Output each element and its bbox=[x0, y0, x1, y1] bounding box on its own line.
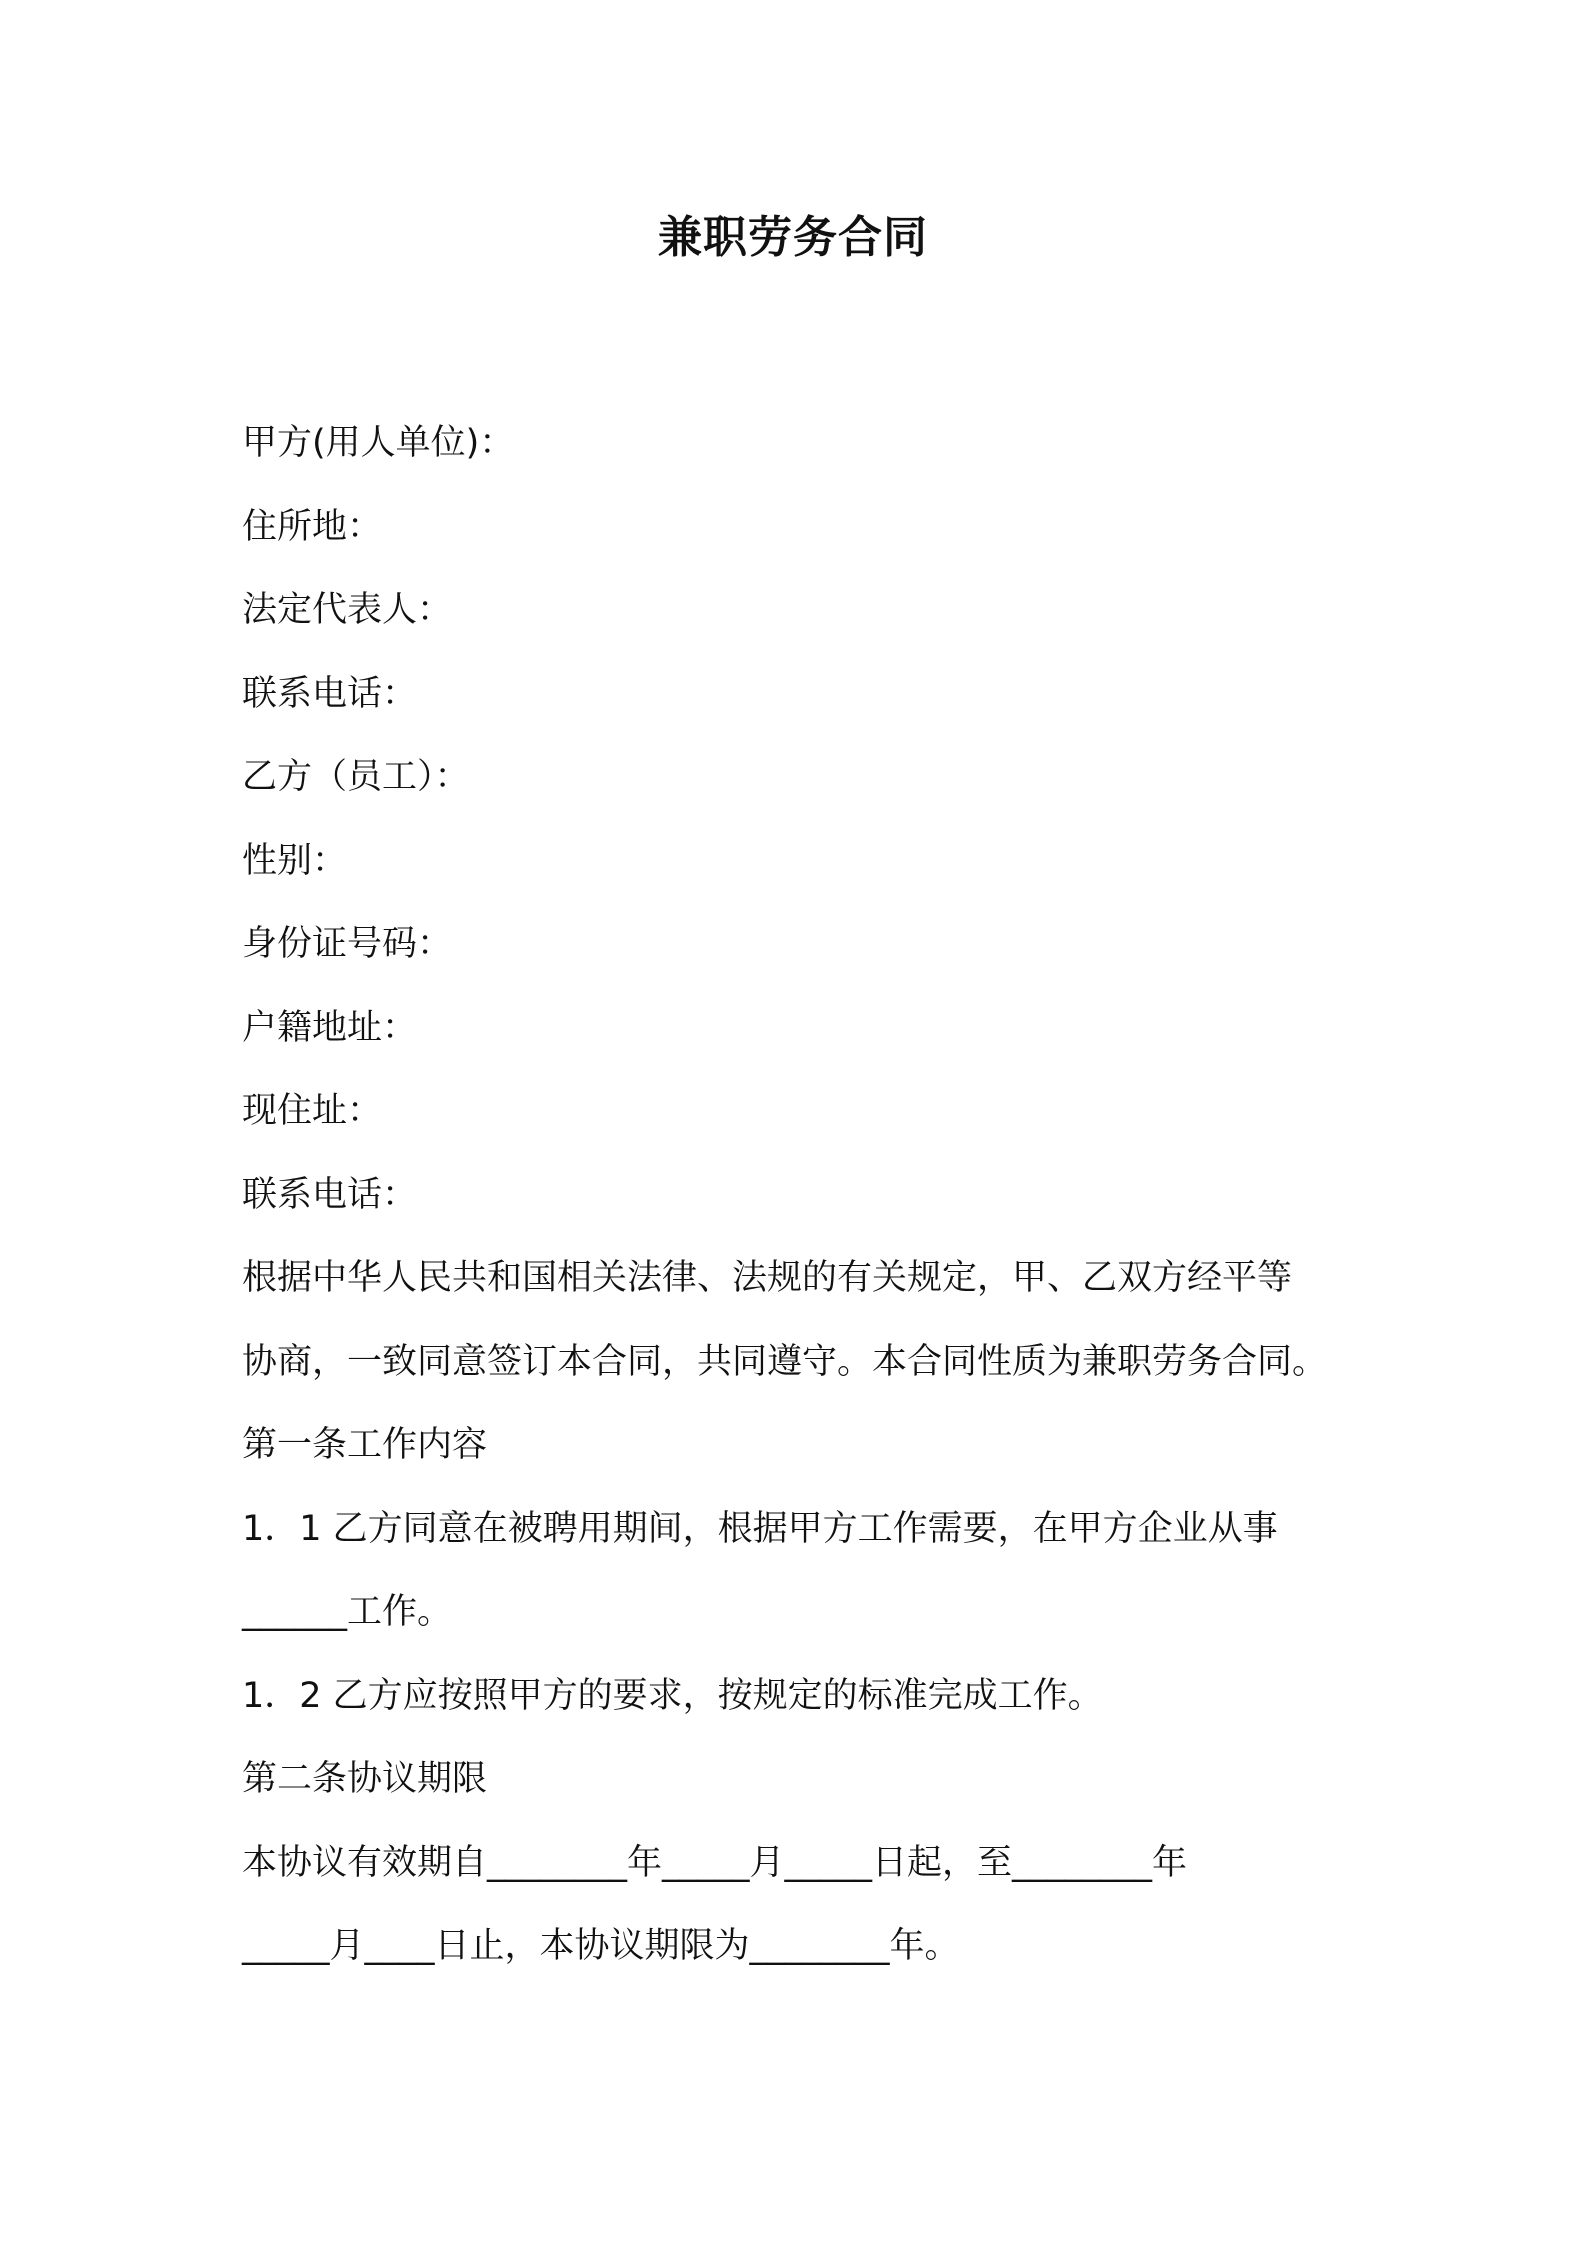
party-a-label: 甲方(用人单位)： bbox=[242, 423, 515, 463]
party-a-address-label: 住所地： bbox=[242, 506, 383, 547]
term-line-2: _____月____日止，本协议期限为________年。 bbox=[242, 1926, 960, 1966]
term-line-1: 本协议有效期自________年_____月_____日起，至________年 bbox=[242, 1842, 1188, 1883]
household-address-label: 户籍地址： bbox=[242, 1007, 418, 1048]
legal-representative-label: 法定代表人： bbox=[242, 590, 453, 630]
party-b-label: 乙方（员工）： bbox=[242, 757, 470, 797]
preamble-line-2: 协商，一致同意签订本合同，共同遵守。本合同性质为兼职劳务合同。 bbox=[242, 1341, 1328, 1382]
party-a-phone-label: 联系电话： bbox=[242, 673, 418, 714]
gender-label: 性别： bbox=[242, 840, 348, 881]
id-number-label: 身份证号码： bbox=[242, 924, 453, 964]
document-title: 兼职劳务合同 bbox=[658, 212, 928, 263]
current-address-label: 现住址： bbox=[242, 1091, 383, 1131]
article-2-heading: 第二条协议期限 bbox=[242, 1759, 488, 1799]
clause-1-2: 1．2 乙方应按照甲方的要求，按规定的标准完成工作。 bbox=[242, 1675, 1103, 1716]
clause-1-1-line-1: 1．1 乙方同意在被聘用期间，根据甲方工作需要，在甲方企业从事 bbox=[242, 1508, 1278, 1549]
party-b-phone-label: 联系电话： bbox=[242, 1174, 418, 1215]
article-1-heading: 第一条工作内容 bbox=[242, 1425, 488, 1465]
preamble-line-1: 根据中华人民共和国相关法律、法规的有关规定，甲、乙双方经平等 bbox=[242, 1258, 1293, 1298]
document-body bbox=[242, 402, 1362, 1989]
clause-1-1-line-2: ______工作。 bbox=[242, 1592, 453, 1632]
